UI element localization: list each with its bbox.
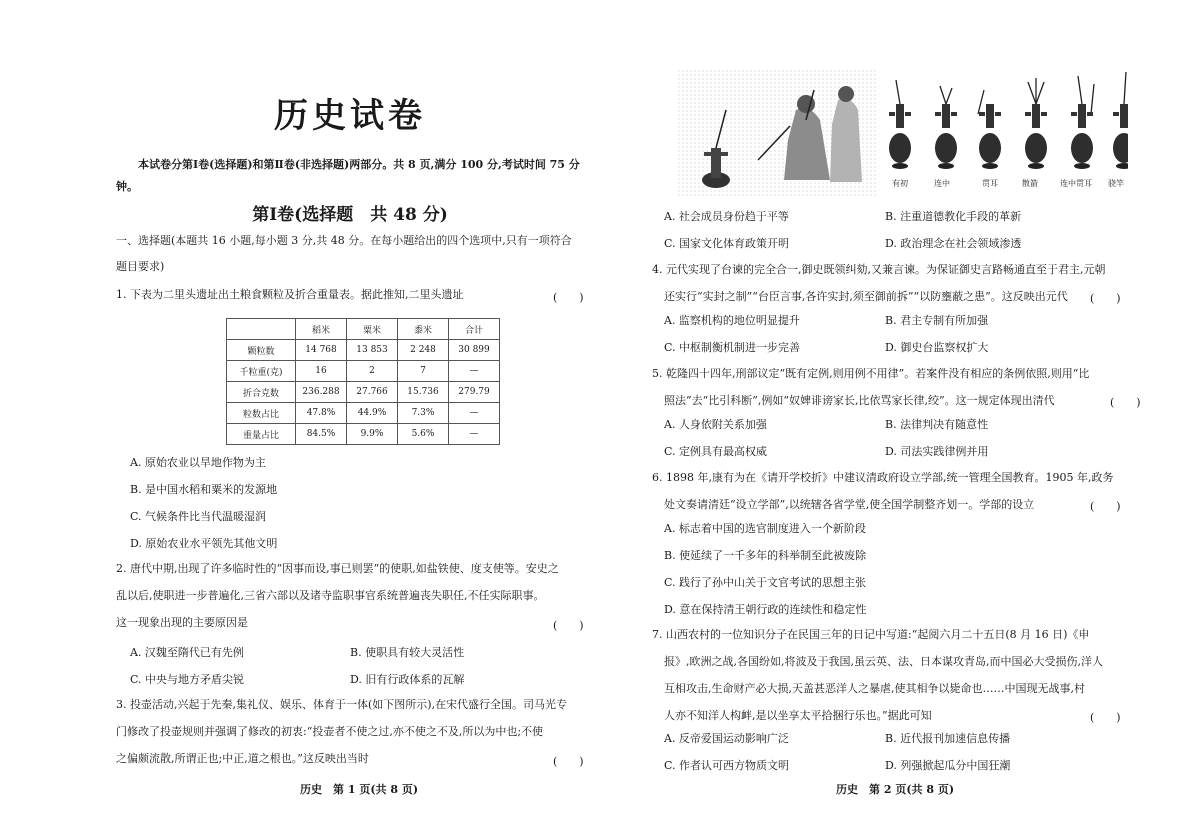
q6-option-d: D. 意在保持清王朝行政的连续性和稳定性: [664, 603, 867, 616]
q4-option-d: D. 御史台监察权扩大: [885, 341, 989, 354]
table-cell: 13 853: [347, 340, 398, 361]
footer-page-1: 历史 第 1 页(共 8 页): [300, 783, 419, 796]
pot-icon: [1071, 76, 1094, 169]
table-row: [227, 361, 500, 382]
q7-line-4: 人亦不知洋人构衅,是以坐享太平拾捆行乐也。”据此可知: [664, 709, 932, 722]
table-cell: 47.8%: [296, 403, 347, 424]
q7-option-b: B. 近代报刊加速信息传播: [885, 732, 1011, 745]
q5-option-a: A. 人身依附关系加强: [664, 418, 767, 431]
pot-icon: [889, 80, 911, 169]
table-header-cell: 稻米: [296, 319, 347, 340]
pot-icon: [935, 86, 957, 169]
q6-option-c: C. 践行了孙中山关于文官考试的思想主张: [664, 576, 867, 589]
q2-line-1: 2. 唐代中期,出现了许多临时性的“因事而设,事已则罢”的使职,如盐铁使、度支使等。安史之: [116, 562, 559, 575]
table-cell: 2: [347, 361, 398, 382]
figure-label: 有初: [892, 179, 908, 188]
touhu-illustration: [678, 70, 1128, 198]
q7-option-a: A. 反帝爱国运动影响广泛: [664, 732, 789, 745]
q4-option-b: B. 君主专制有所加强: [885, 314, 989, 327]
pot-icon: [1113, 72, 1128, 169]
pot-icon: [1025, 78, 1047, 169]
table-header-cell: [227, 319, 296, 340]
table-cell: 44.9%: [347, 403, 398, 424]
table-cell: —: [449, 361, 500, 382]
pot-icon: [978, 90, 1001, 169]
q1-option-c: C. 气候条件比当代温暖湿润: [130, 510, 267, 523]
table-cell: 236.288: [296, 382, 347, 403]
table-cell: 颗粒数: [227, 340, 296, 361]
q4-answer-paren: ( ): [1090, 292, 1121, 305]
q3-option-c: C. 国家文化体育政策开明: [664, 237, 790, 250]
footer-page-2: 历史 第 2 页(共 8 页): [836, 783, 955, 796]
table-cell: 27.766: [347, 382, 398, 403]
table-cell: 折合克数: [227, 382, 296, 403]
q6-option-b: B. 使延续了一千多年的科举制至此被废除: [664, 549, 867, 562]
table-cell: —: [449, 424, 500, 445]
q3-line-3: 之偏颇流散,所谓正也;中正,道之根也。”这反映出当时: [116, 752, 369, 765]
q6-answer-paren: ( ): [1090, 500, 1121, 513]
table-cell: 7.3%: [398, 403, 449, 424]
table-cell: 15.736: [398, 382, 449, 403]
exam-title: 历史试卷: [274, 96, 426, 136]
q1-option-d: D. 原始农业水平领先其他文明: [130, 537, 278, 550]
q3-answer-paren: ( ): [553, 755, 584, 768]
q2-option-d: D. 旧有行政体系的瓦解: [350, 673, 465, 686]
q7-line-2: 报》,欧洲之战,各国纷如,将波及于我国,虽云英、法、日本谋攻青岛,而中国必大受损伤,洋人: [664, 655, 1103, 668]
q7-option-d: D. 列强掀起瓜分中国狂潮: [885, 759, 1011, 772]
q6-line-2: 处文奏请清廷“设立学部”,以统辖各省学堂,使全国学制整齐划一。学部的设立: [664, 498, 1035, 511]
table-row: [227, 382, 500, 403]
q3-line-2: 门修改了投壶规则并强调了修改的初衷:“投壶者不使之过,亦不使之不及,所以为中也;不使: [116, 725, 544, 738]
q5-answer-paren: ( ): [1110, 396, 1141, 409]
table-header-cell: 黍米: [398, 319, 449, 340]
table-cell: 16: [296, 361, 347, 382]
q3-line-1: 3. 投壶活动,兴起于先秦,集礼仪、娱乐、体育于一体(如下图所示),在宋代盛行全国。司马光专: [116, 698, 568, 711]
q5-option-c: C. 定例具有最高权威: [664, 445, 768, 458]
table-row: [227, 340, 500, 361]
table-header-cell: 粟米: [347, 319, 398, 340]
instruction-line-2: 题目要求): [116, 260, 165, 273]
q7-line-1: 7. 山西农村的一位知识分子在民国三年的日记中写道:“起阅六月二十五日(8 月 16 日)《申: [652, 628, 1090, 641]
table-cell: —: [449, 403, 500, 424]
table-cell: 14 768: [296, 340, 347, 361]
table-cell: 7: [398, 361, 449, 382]
q2-option-b: B. 使职具有较大灵活性: [350, 646, 465, 659]
q4-line-1: 4. 元代实现了台谏的完全合一,御史既领纠劾,又兼言谏。为保证御史言路畅通直至于君主,元朝: [652, 263, 1106, 276]
table-row: [227, 424, 500, 445]
table-cell: 重量占比: [227, 424, 296, 445]
q5-line-1: 5. 乾隆四十四年,刑部议定“既有定例,则用例不用律”。若案件没有相应的条例依照,则用“比: [652, 367, 1090, 380]
q5-option-d: D. 司法实践律例并用: [885, 445, 989, 458]
table-cell: 2 248: [398, 340, 449, 361]
q4-line-2: 还实行“实封之制”“台臣言事,各许实封,须至御前拆”“以防壅蔽之患”。这反映出元代: [664, 290, 1068, 303]
figure-label: 连中: [934, 179, 950, 188]
table-header-row: [227, 319, 500, 340]
table-cell: 千粒重(克): [227, 361, 296, 382]
q1-option-b: B. 是中国水稻和粟米的发源地: [130, 483, 278, 496]
figure-label: 骁竿: [1108, 179, 1124, 188]
touhu-pots: [889, 72, 1128, 169]
table-cell: 30 899: [449, 340, 500, 361]
exam-intro: 本试卷分第Ⅰ卷(选择题)和第Ⅱ卷(非选择题)两部分。共 8 页,满分 100 分,考试时间 75 分钟。: [116, 158, 580, 193]
figure-label: 连中贯耳: [1060, 179, 1092, 188]
q3-option-d: D. 政治理念在社会领域渗透: [885, 237, 1022, 250]
q1-answer-paren: ( ): [553, 291, 584, 304]
table-cell: 279.79: [449, 382, 500, 403]
table-cell: 84.5%: [296, 424, 347, 445]
q7-option-c: C. 作者认可西方物质文明: [664, 759, 790, 772]
q2-option-c: C. 中央与地方矛盾尖锐: [130, 673, 245, 686]
q2-line-3: 这一现象出现的主要原因是: [116, 616, 248, 629]
q6-option-a: A. 标志着中国的选官制度进入一个新阶段: [664, 522, 866, 535]
section-heading: 第Ⅰ卷(选择题 共 48 分): [252, 205, 448, 225]
q7-line-3: 互相攻击,生命财产必大损,天盖甚恶洋人之暴虐,使其相争以毙命也……中国现无战事,村: [664, 682, 1085, 695]
instruction-line-1: 一、选择题(本题共 16 小题,每小题 3 分,共 48 分。在每小题给出的四个选项中,只有一项符合: [116, 234, 572, 247]
q5-option-b: B. 法律判决有随意性: [885, 418, 989, 431]
q7-answer-paren: ( ): [1090, 711, 1121, 724]
q6-line-1: 6. 1898 年,康有为在《请开学校折》中建议清政府设立学部,统一管理全国教育。1905 年,政务: [652, 471, 1114, 484]
q2-answer-paren: ( ): [553, 619, 584, 632]
q5-line-2: 照法”去“比引科断”,例如“奴婢诽谤家长,比依骂家长律,绞”。这一规定体现出清代: [664, 394, 1055, 407]
table-cell: 5.6%: [398, 424, 449, 445]
q1-stem: 1. 下表为二里头遗址出土粮食颗粒及折合重量表。据此推知,二里头遗址: [116, 288, 464, 301]
q4-option-c: C. 中枢制衡机制进一步完善: [664, 341, 801, 354]
grain-table: [226, 318, 500, 445]
table-header-cell: 合计: [449, 319, 500, 340]
q2-option-a: A. 汉魏至隋代已有先例: [130, 646, 244, 659]
table-row: [227, 403, 500, 424]
q1-option-a: A. 原始农业以旱地作物为主: [130, 456, 266, 469]
table-cell: 9.9%: [347, 424, 398, 445]
figure-label: 贯耳: [982, 179, 998, 188]
q3-option-b: B. 注重道德教化手段的革新: [885, 210, 1022, 223]
figure-label: 散箭: [1022, 179, 1038, 188]
q4-option-a: A. 监察机构的地位明显提升: [664, 314, 800, 327]
table-cell: 粒数占比: [227, 403, 296, 424]
q3-option-a: A. 社会成员身份趋于平等: [664, 210, 789, 223]
q2-line-2: 乱以后,使职进一步普遍化,三省六部以及诸寺监职事官系统普遍丧失职任,不任实际职事。: [116, 589, 545, 602]
